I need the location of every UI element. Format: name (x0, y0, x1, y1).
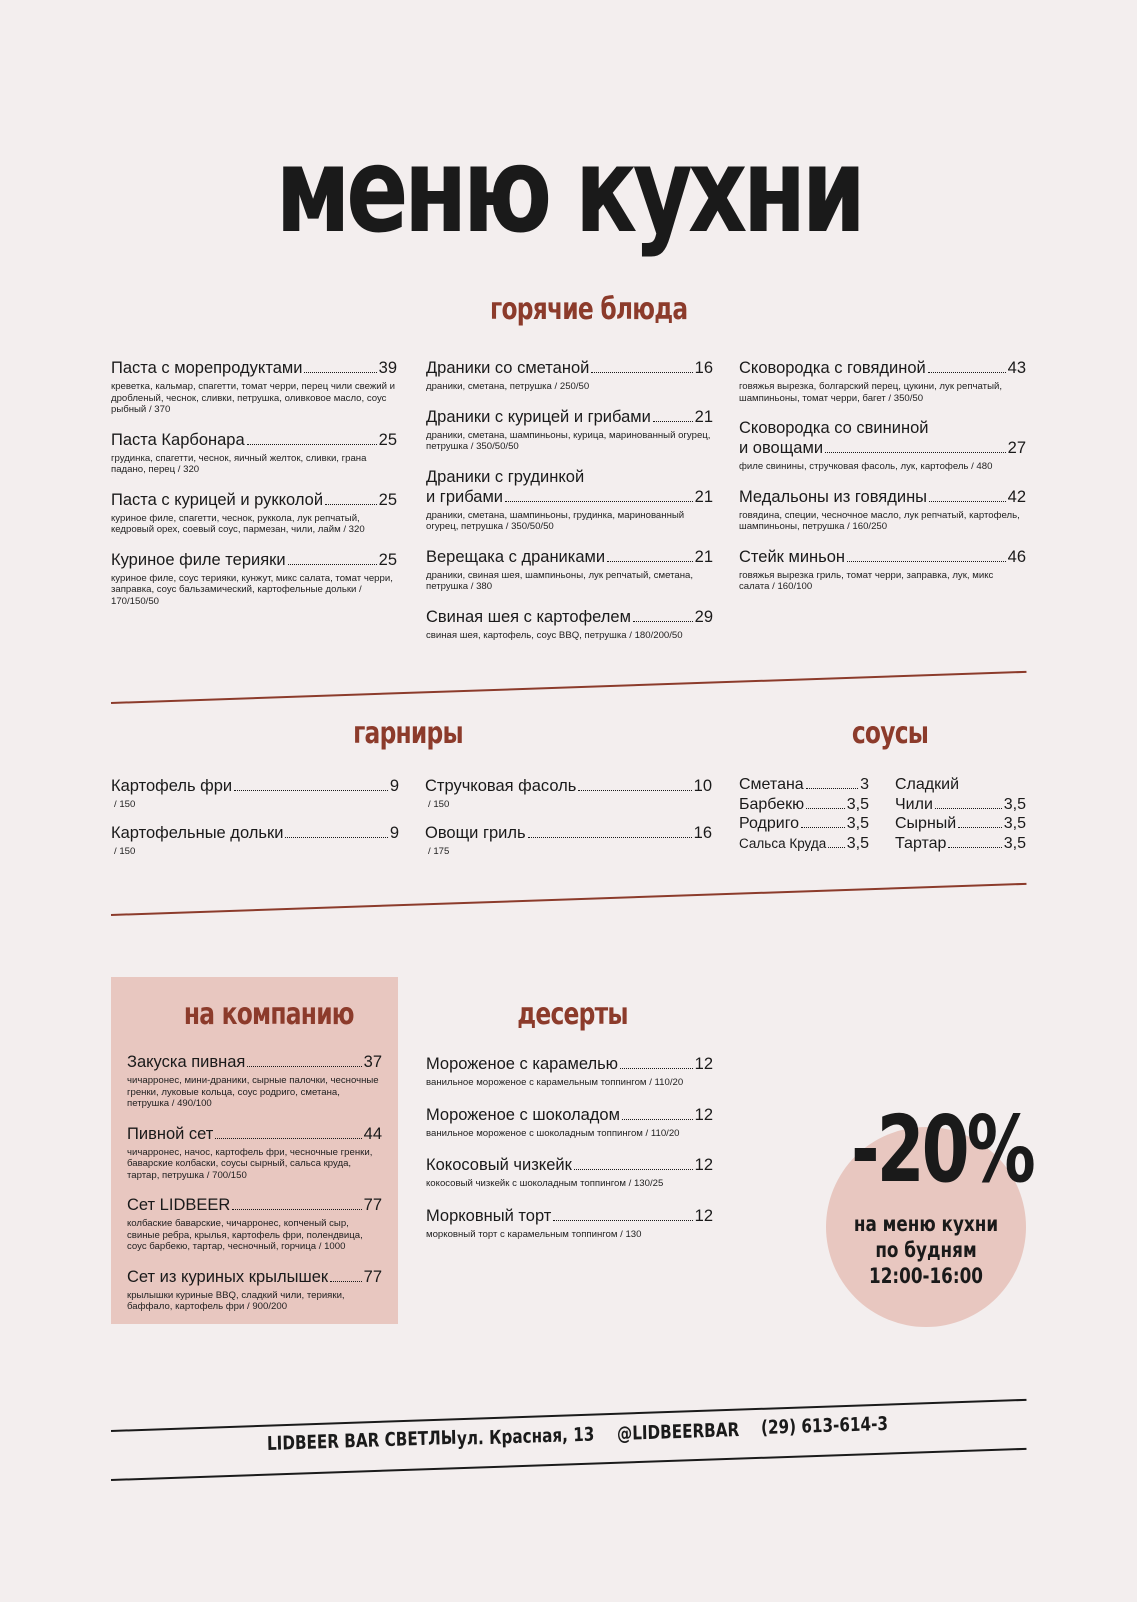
menu-item-description: чичарронес, мини-драники, сырные палочки, чесночные гренки, луковые кольца, соус родриго, сметана, петрушка / 490/100 (127, 1075, 379, 1109)
sauces-column-1 (739, 775, 869, 853)
sauce-price: 3,5 (1003, 834, 1026, 852)
menu-item-description: / 150 (114, 845, 136, 857)
menu-item-description: говядина, специи, чесночное масло, лук репчатый, картофель, шампиньоны, петрушка / 160/250 (739, 509, 1020, 532)
page-title: меню кухни (275, 121, 862, 259)
menu-item-line (111, 490, 397, 510)
menu-item-price: 39 (378, 359, 397, 377)
menu-item-description: куриное филе, спагетти, чеснок, руккола, лук репчатый, кедровый орех, соевый соус, пармезан, чили, лайм / 320 (111, 512, 365, 535)
menu-item-line (425, 823, 712, 843)
menu-item-line (426, 547, 713, 567)
menu-item (111, 358, 397, 416)
footer-divider-bottom (111, 1448, 1027, 1481)
footer-bar-name: LIDBEER BAR СВЕТЛЫ (266, 1426, 457, 1455)
menu-item-description: ванильное мороженое с карамельным топпингом / 110/20 (426, 1077, 684, 1088)
promo-discount: -20% (851, 1096, 1033, 1203)
leader-dots (247, 444, 377, 445)
menu-item-price: 9 (389, 777, 399, 795)
sauce-name: Родриго (739, 815, 800, 832)
menu-item (739, 487, 1026, 533)
menu-item-line (425, 776, 712, 796)
sauce-name: Сырный (895, 815, 957, 832)
leader-dots (825, 452, 1006, 453)
menu-item-name: Закуска пивная (127, 1053, 246, 1071)
menu-item-line (111, 430, 397, 450)
menu-item-name: Картофель фри (111, 777, 233, 795)
menu-item-name: Сет LIDBEER (127, 1196, 231, 1214)
menu-item-line (426, 1054, 713, 1074)
menu-item (739, 547, 1026, 593)
menu-item-description: драники, свиная шея, шампиньоны, лук репчатый, сметана, петрушка / 380 (426, 569, 694, 592)
menu-item (111, 776, 399, 811)
leader-dots (325, 504, 377, 505)
menu-item-line (426, 487, 713, 507)
menu-item (425, 823, 712, 858)
leader-dots (948, 847, 1001, 848)
menu-item-name: и грибами (426, 487, 504, 506)
leader-dots (806, 808, 845, 809)
menu-item-line (127, 1267, 382, 1287)
leader-dots (591, 372, 692, 373)
menu-item-price: 77 (363, 1196, 382, 1214)
menu-item-line (111, 358, 397, 378)
leader-dots (633, 621, 693, 622)
menu-item-name: Стручковая фасоль (425, 777, 577, 795)
leader-dots (330, 1281, 362, 1282)
leader-dots (622, 1119, 693, 1120)
sauce-item (739, 775, 869, 795)
sauce-price: 3,5 (846, 795, 869, 813)
menu-item (425, 776, 712, 811)
menu-item-line (426, 1206, 713, 1226)
leader-dots (285, 837, 387, 838)
menu-item (426, 1054, 713, 1089)
menu-item-price: 21 (694, 487, 713, 506)
sauce-price: 3 (860, 776, 869, 793)
menu-item-line (127, 1195, 382, 1215)
menu-item-line (111, 550, 397, 570)
sauce-item (739, 795, 869, 815)
menu-item-line (739, 547, 1026, 567)
menu-item-description: филе свинины, стручковая фасоль, лук, картофель / 480 (739, 461, 993, 472)
desserts-heading: десерты (517, 997, 628, 1032)
leader-dots (620, 1068, 693, 1069)
menu-item-line (426, 1155, 713, 1175)
menu-item (739, 418, 1026, 473)
leader-dots (928, 372, 1006, 373)
menu-item-price: 10 (693, 777, 712, 795)
menu-item-name: Драники с курицей и грибами (426, 407, 651, 426)
footer-social[interactable]: @LIDBEERBAR (616, 1419, 740, 1445)
menu-item-line (739, 487, 1026, 507)
footer-phone[interactable]: (29) 613-614-3 (760, 1412, 889, 1439)
menu-item-line (111, 823, 399, 843)
menu-item-line (127, 1052, 382, 1072)
section-divider (111, 671, 1027, 704)
menu-item-line (426, 358, 713, 378)
menu-item-name: Пивной сет (127, 1124, 214, 1143)
sauce-name: Чили (895, 795, 933, 813)
menu-item (127, 1267, 382, 1313)
sides-heading: гарниры (353, 716, 463, 751)
leader-dots (288, 564, 377, 565)
promo-line-1: на меню кухни (853, 1212, 999, 1236)
menu-item-name: Куриное филе терияки (111, 550, 286, 569)
leader-dots (929, 501, 1006, 502)
sides-column-1 (111, 776, 399, 869)
menu-item-description: крылышки куриные BBQ, сладкий чили, терияки, баффало, картофель фри / 900/200 (127, 1289, 345, 1312)
menu-item-name: и овощами (739, 439, 824, 457)
menu-item-price: 77 (363, 1267, 382, 1286)
leader-dots (232, 1209, 361, 1210)
menu-item-name: Медальоны из говядины (739, 487, 928, 506)
menu-item-price: 21 (694, 547, 713, 566)
menu-item-description: / 175 (428, 845, 450, 857)
hot-dishes-column-1 (111, 358, 397, 621)
menu-item-description: куриное филе, соус терияки, кунжут, микс салата, томат черри, заправка, соус бальзамический, картофельные дольки / 170/150/50 (111, 572, 393, 607)
menu-item-price: 16 (694, 359, 713, 377)
leader-dots (607, 561, 693, 562)
menu-item-price: 37 (363, 1053, 382, 1071)
promo-text (846, 1211, 1006, 1289)
menu-item-name: Морковный торт (426, 1206, 552, 1225)
menu-item-name: Верещака с драниками (426, 547, 606, 566)
menu-item (426, 1206, 713, 1241)
leader-dots (215, 1138, 361, 1139)
footer-address: ул. Красная, 13 (456, 1423, 595, 1450)
menu-item-description: свиная шея, картофель, соус BBQ, петрушка / 180/200/50 (426, 629, 683, 641)
leader-dots (578, 790, 691, 791)
menu-item-name: Овощи гриль (425, 823, 526, 842)
menu-item-name-line: Драники с грудинкой (426, 467, 585, 486)
menu-item-price: 43 (1007, 359, 1026, 377)
menu-item-price: 46 (1007, 547, 1026, 566)
menu-item-line (426, 607, 713, 627)
menu-item-price: 12 (694, 1206, 713, 1225)
leader-dots (801, 827, 845, 828)
sauce-item (739, 834, 869, 854)
menu-item (426, 407, 713, 453)
menu-item (426, 358, 713, 393)
menu-item (426, 607, 713, 642)
menu-item-price: 21 (694, 407, 713, 426)
menu-item-price: 16 (693, 823, 712, 842)
menu-item-line (111, 776, 399, 796)
menu-item-name: Сет из куриных крылышек (127, 1267, 329, 1286)
sauce-price: 3,5 (1003, 795, 1026, 813)
menu-item-price: 12 (694, 1156, 713, 1174)
menu-item (426, 1105, 713, 1140)
menu-item (111, 490, 397, 536)
menu-item-description: чичарронес, начос, картофель фри, чесночные гренки, баварские колбаски, соусы сырный, сальса круда, тартар, петрушка / 700/150 (127, 1146, 373, 1181)
hot-dishes-heading: горячие блюда (490, 292, 688, 327)
leader-dots (234, 790, 388, 791)
menu-item (127, 1052, 382, 1110)
section-divider (111, 883, 1027, 916)
menu-item-description: ванильное мороженое с шоколадным топпингом / 110/20 (426, 1127, 680, 1139)
menu-item-price: 25 (378, 430, 397, 449)
sides-column-2 (425, 776, 712, 869)
menu-item-price: 27 (1007, 439, 1026, 457)
menu-item (127, 1195, 382, 1253)
leader-dots (304, 372, 376, 373)
leader-dots (935, 808, 1002, 809)
menu-item-name: Мороженое с карамелью (426, 1055, 619, 1073)
sauce-price: 3,5 (1003, 815, 1026, 832)
sauce-group-label: Сладкий (895, 776, 959, 793)
menu-item (426, 467, 713, 533)
menu-item-description: морковный торт с карамельным топпингом / 130 (426, 1228, 642, 1240)
menu-item (111, 823, 399, 858)
leader-dots (505, 501, 693, 502)
menu-item-line (426, 1105, 713, 1125)
menu-item-price: 25 (378, 490, 397, 509)
leader-dots (247, 1066, 361, 1067)
menu-item-description: грудинка, спагетти, чеснок, яичный желток, сливки, грана падано, перец / 320 (111, 452, 367, 475)
menu-item-line (739, 438, 1026, 458)
hot-dishes-column-3 (739, 358, 1026, 607)
menu-item (111, 430, 397, 476)
leader-dots (574, 1169, 693, 1170)
menu-item-name: Драники со сметаной (426, 359, 590, 377)
menu-item (127, 1124, 382, 1182)
menu-item-description: драники, сметана, шампиньоны, грудинка, маринованный огурец, петрушка / 350/50/50 (426, 509, 685, 532)
menu-item (426, 1155, 713, 1190)
leader-dots (653, 421, 693, 422)
sauces-column-2 (895, 775, 1026, 853)
leader-dots (806, 788, 858, 789)
menu-item-name: Кокосовый чизкейк (426, 1156, 572, 1174)
menu-item-name: Стейк миньон (739, 547, 846, 566)
menu-item-price: 42 (1007, 487, 1026, 506)
sauce-item (895, 834, 1026, 854)
sauce-name: Сальса Круда (739, 835, 827, 851)
leader-dots (553, 1220, 692, 1221)
menu-item-description: / 150 (428, 799, 450, 810)
menu-item-line (127, 1124, 382, 1144)
menu-item-name: Паста с курицей и рукколой (111, 490, 324, 509)
promo-line-2: по будням (875, 1238, 977, 1262)
leader-dots (528, 837, 692, 838)
menu-item-price: 9 (389, 823, 399, 842)
menu-item-name: Паста Карбонара (111, 430, 245, 449)
menu-item-description: говяжья вырезка, болгарский перец, цукини, лук репчатый, шампиньоны, томат черри, багет / 350/50 (739, 381, 1002, 404)
menu-item-description: говяжья вырезка гриль, томат черри, заправка, лук, микс салата / 160/100 (739, 569, 994, 592)
leader-dots (958, 827, 1002, 828)
menu-item-line (739, 358, 1026, 378)
desserts-items (426, 1054, 713, 1256)
menu-item-description: драники, сметана, шампиньоны, курица, маринованный огурец, петрушка / 350/50/50 (426, 429, 711, 452)
menu-item-price: 12 (694, 1055, 713, 1073)
menu-item-line (426, 407, 713, 427)
menu-item-description: / 150 (114, 799, 136, 810)
sauce-name: Тартар (895, 834, 947, 852)
leader-dots (847, 561, 1006, 562)
sauce-item (739, 814, 869, 834)
menu-item-price: 25 (378, 550, 397, 569)
sauce-item (895, 814, 1026, 834)
menu-item-price: 29 (694, 607, 713, 626)
menu-item-name: Сковородка с говядиной (739, 359, 926, 377)
menu-item-name: Мороженое с шоколадом (426, 1105, 620, 1124)
sauce-price: 3,5 (846, 815, 869, 832)
menu-item-name: Картофельные дольки (111, 823, 284, 842)
menu-item-description: кокосовый чизкейк с шоколадным топпингом / 130/25 (426, 1178, 664, 1189)
menu-item-price: 12 (694, 1105, 713, 1124)
menu-item (426, 547, 713, 593)
promo-line-3: 12:00-16:00 (869, 1264, 983, 1288)
sauce-name: Сметана (739, 776, 804, 793)
menu-item (111, 550, 397, 608)
sauce-price: 3,5 (846, 834, 869, 852)
menu-item-name-line: Сковородка со свининой (739, 419, 929, 437)
sauce-item (895, 795, 1026, 815)
menu-item-name: Свиная шея с картофелем (426, 607, 631, 626)
company-items (127, 1052, 382, 1327)
hot-dishes-column-2 (426, 358, 713, 655)
leader-dots (828, 847, 845, 848)
company-heading: на компанию (183, 997, 354, 1032)
sauce-name: Барбекю (739, 795, 805, 813)
menu-item (739, 358, 1026, 404)
sauces-heading: соусы (851, 716, 929, 751)
menu-item-name: Паста с морепродуктами (111, 359, 303, 377)
menu-item-description: колбаские баварские, чичарронес, копченый сыр, свиные ребра, крылья, картофель фри, полендвица, соус барбекю, тартар, чесночный, горчица / 1000 (127, 1218, 363, 1252)
menu-item-description: креветка, кальмар, спагетти, томат черри, перец чили свежий и дробленый, чеснок, сливки, петрушка, оливковое масло, соус рыбный / 370 (111, 381, 396, 415)
menu-item-description: драники, сметана, петрушка / 250/50 (426, 381, 590, 392)
menu-item-price: 44 (363, 1124, 382, 1143)
